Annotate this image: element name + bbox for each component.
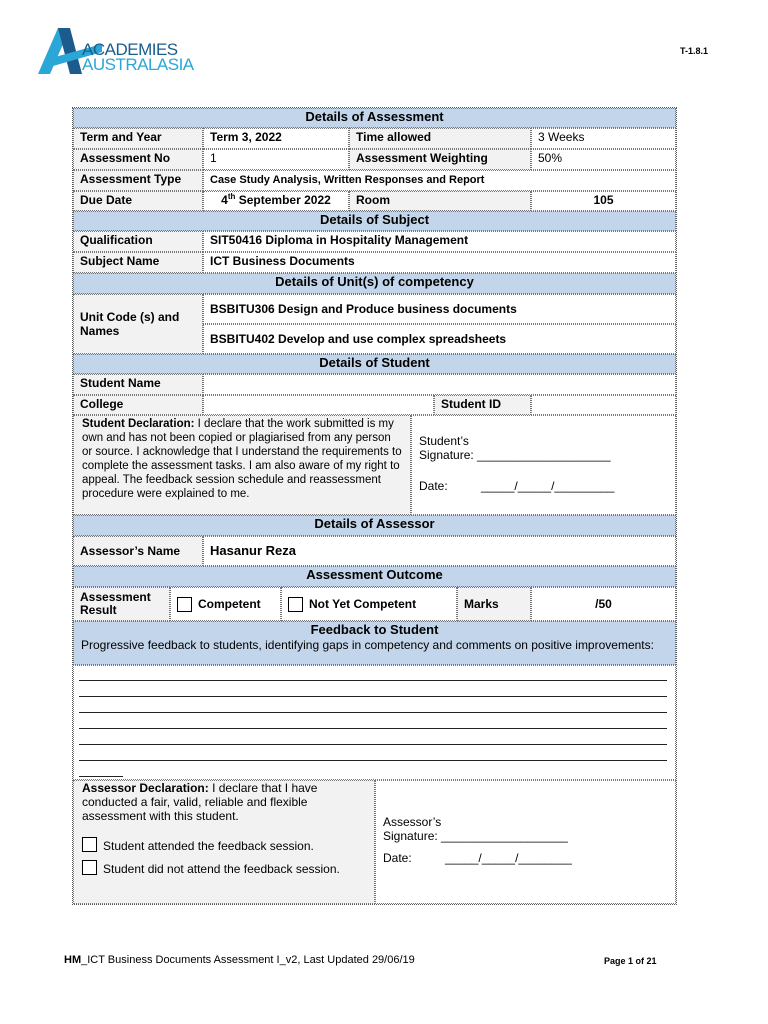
student-id-label: Student ID (434, 395, 531, 415)
assessment-no-label: Assessment No (73, 149, 203, 170)
attended-checkbox[interactable] (82, 837, 97, 852)
feedback-line (79, 776, 123, 777)
student-declaration (73, 415, 411, 515)
document-footer (64, 954, 415, 966)
term-year-label: Term and Year (73, 128, 203, 149)
feedback-subtitle: Progressive feedback to students, identifying gaps in competency and comments on positive improvements: (81, 638, 654, 652)
page-number: Page 1 of 21 (604, 956, 657, 966)
feedback-line (79, 696, 667, 697)
unit-1: BSBITU306 Design and Produce business documents (203, 294, 676, 324)
student-name-label: Student Name (73, 374, 203, 395)
student-date-field[interactable]: _____/_____/_________ (481, 479, 615, 493)
assessment-type-value: Case Study Analysis, Written Responses and Report (203, 170, 676, 191)
assessor-declaration-heading: Assessor Declaration: (82, 781, 209, 795)
assessment-weighting-value: 50% (531, 149, 676, 170)
assessor-date-label: Date: (383, 851, 412, 865)
feedback-line (79, 680, 667, 681)
student-name-field[interactable] (203, 374, 676, 395)
student-date-label: Date: (419, 479, 448, 493)
assessment-no-value: 1 (203, 149, 349, 170)
unit-2: BSBITU402 Develop and use complex spreadsheets (203, 324, 676, 354)
feedback-attended-option[interactable] (82, 837, 366, 853)
due-date-day: 4 (221, 193, 228, 207)
student-declaration-heading: Student Declaration: (82, 418, 195, 430)
assessor-name-value: Hasanur Reza (203, 536, 676, 566)
assessment-weighting-label: Assessment Weighting (349, 149, 531, 170)
student-id-field[interactable] (531, 395, 676, 415)
feedback-line (79, 728, 667, 729)
competent-label: Competent (198, 597, 261, 611)
student-signature-label: Student’s (419, 434, 469, 448)
assessor-date-field[interactable]: _____/_____/________ (445, 851, 572, 865)
time-allowed-label: Time allowed (349, 128, 531, 149)
feedback-line (79, 760, 667, 761)
marks-label: Marks (457, 587, 531, 621)
assessor-signature-block (375, 780, 676, 904)
qualification-value: SIT50416 Diploma in Hospitality Management (203, 231, 676, 252)
assessor-signature-line[interactable]: Signature: ___________________ (383, 829, 568, 843)
not-yet-competent-option[interactable] (281, 587, 457, 621)
feedback-title: Feedback to Student (310, 622, 439, 637)
subject-name-value: ICT Business Documents (203, 252, 676, 273)
not-attended-checkbox[interactable] (82, 860, 97, 875)
due-date-value (203, 191, 349, 211)
assessor-declaration-paragraph (82, 781, 366, 823)
assessor-section-header: Details of Assessor (73, 515, 676, 536)
competent-option[interactable] (170, 587, 281, 621)
feedback-line (79, 744, 667, 745)
not-yet-competent-label: Not Yet Competent (309, 597, 417, 611)
assessor-date-row (383, 851, 668, 865)
college-field[interactable] (203, 395, 434, 415)
student-declaration-text: I declare that the work submitted is my own and has not been copied or plagiarised from any person or source. I acknowledge that I understand the requirements to complete the assessment tasks. I am also aware of my right to appeal. The feedback session schedule and reassessment procedure were explained to me. (82, 418, 402, 500)
subject-section-header: Details of Subject (73, 211, 676, 231)
assessor-declaration-text: I declare that I have conducted a fair, valid, reliable and flexible assessment with this student. (82, 781, 318, 823)
student-date-row (419, 479, 668, 493)
student-signature-block (411, 415, 676, 515)
student-section-header: Details of Student (73, 354, 676, 374)
outcome-section-header: Assessment Outcome (73, 566, 676, 587)
due-date-label: Due Date (73, 191, 203, 211)
subject-name-label: Subject Name (73, 252, 203, 273)
unit-code-label: Unit Code (s) and Names (73, 294, 203, 354)
marks-value: /50 (531, 587, 676, 621)
student-signature-line[interactable]: Signature: ____________________ (419, 448, 611, 462)
feedback-line (79, 712, 667, 713)
assessment-section-header: Details of Assessment (73, 108, 676, 128)
feedback-text-area[interactable] (73, 665, 676, 780)
assessment-type-label: Assessment Type (73, 170, 203, 191)
assessment-result-label: Assessment Result (73, 587, 170, 621)
qualification-label: Qualification (73, 231, 203, 252)
due-date-month-year: September 2022 (235, 193, 331, 207)
assessor-name-label: Assessor’s Name (73, 536, 203, 566)
college-label: College (73, 395, 203, 415)
feedback-not-attended-option[interactable] (82, 860, 366, 876)
feedback-section-header (73, 621, 676, 665)
units-section-header: Details of Unit(s) of competency (73, 273, 676, 294)
not-yet-competent-checkbox[interactable] (288, 597, 303, 612)
competent-checkbox[interactable] (177, 597, 192, 612)
time-allowed-value: 3 Weeks (531, 128, 676, 149)
attended-label: Student attended the feedback session. (103, 839, 314, 853)
due-date-suffix: th (227, 192, 236, 201)
room-value: 105 (531, 191, 676, 211)
document-reference: T-1.8.1 (679, 46, 708, 56)
assessor-declaration (73, 780, 375, 904)
term-year-value: Term 3, 2022 (203, 128, 349, 149)
assessor-signature-label: Assessor’s (383, 815, 442, 829)
footer-prefix: HM (64, 954, 82, 966)
logo-line-1: ACADEMIES (82, 40, 178, 59)
footer-text: _ICT Business Documents Assessment I_v2, Last Updated 29/06/19 (81, 954, 415, 966)
not-attended-label: Student did not attend the feedback session. (103, 862, 340, 876)
logo-line-2: AUSTRALASIA (82, 55, 194, 74)
room-label: Room (349, 191, 531, 211)
